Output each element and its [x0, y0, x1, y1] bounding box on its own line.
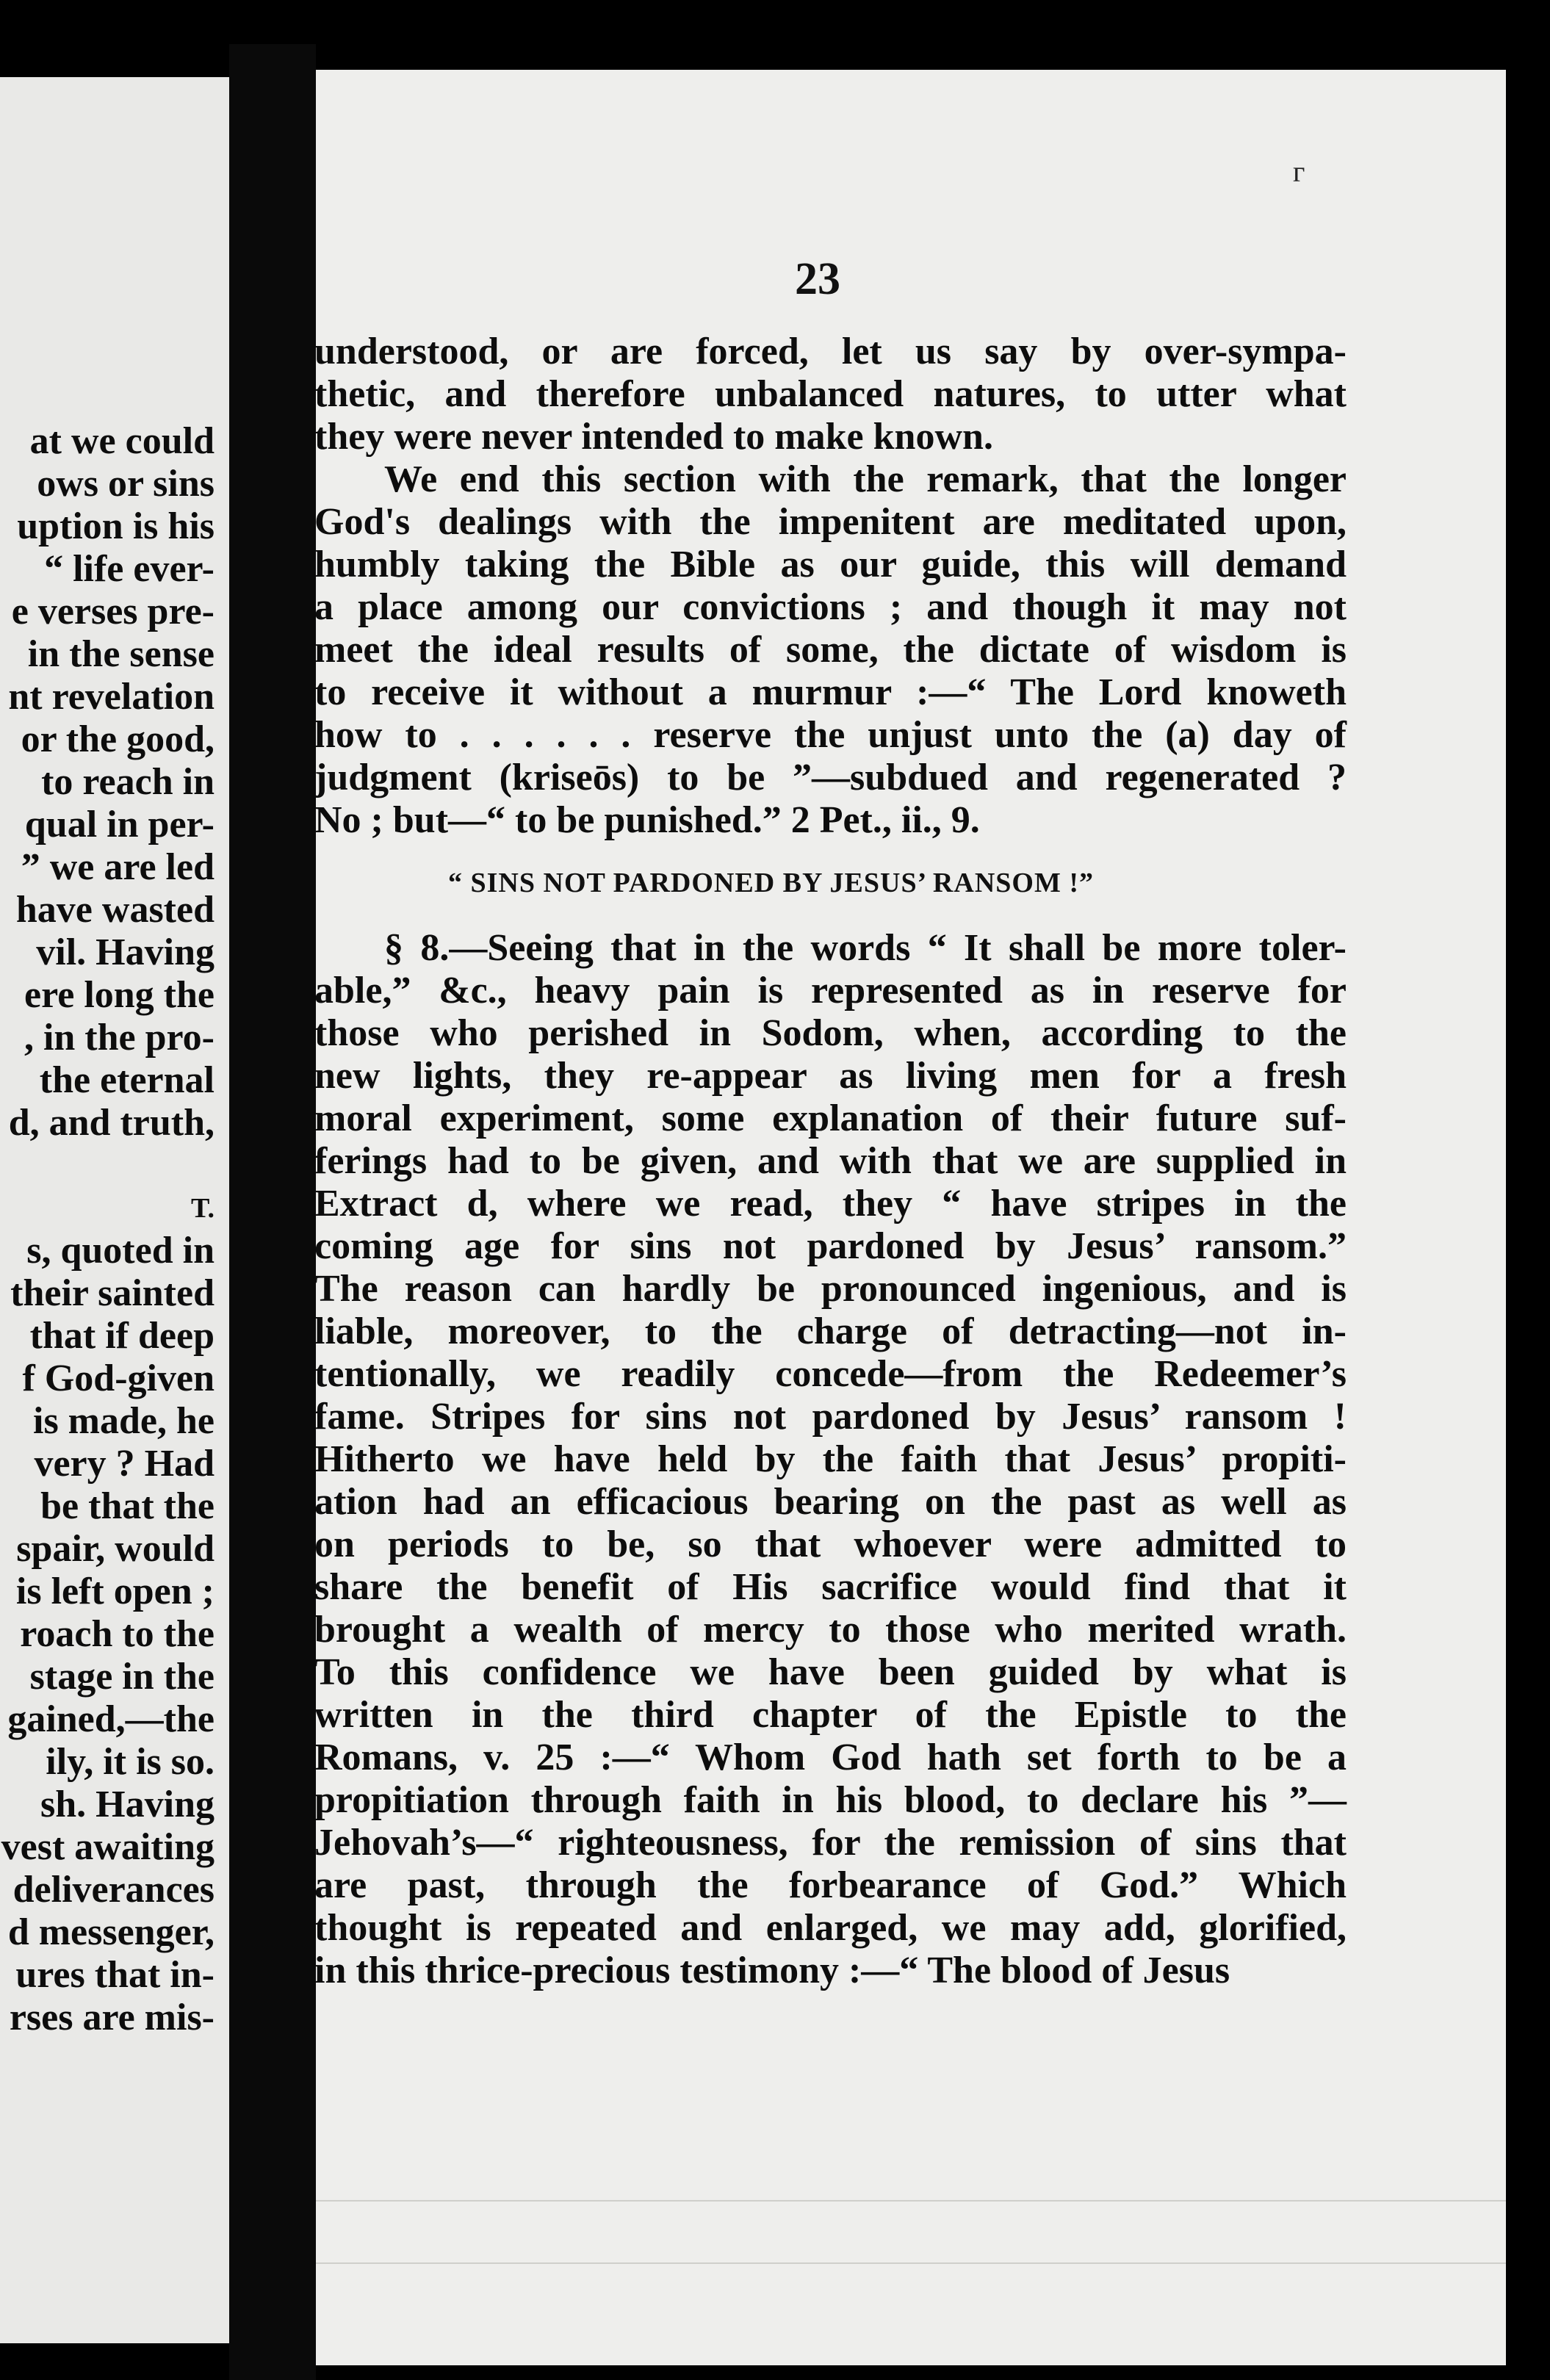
left-line: that if deep	[29, 1315, 215, 1357]
left-gap	[0, 1144, 215, 1187]
left-line: be that the	[40, 1485, 215, 1527]
text-line: a place among our convictions ; and though it may not	[314, 586, 1347, 628]
text-line: § 8.—Seeing that in the words “ It shall be more toler-	[384, 927, 1347, 969]
text-line: written in the third chapter of the Epistle to the	[314, 1694, 1347, 1736]
scan-line-artifact	[316, 2262, 1506, 2264]
main-text-block	[314, 331, 1347, 842]
left-line: “ life ever-	[44, 548, 215, 590]
text-line: how to . . . . . . reserve the unjust unto the (a) day of	[314, 714, 1347, 756]
text-line: propitiation through faith in his blood, to declare his ”—	[314, 1779, 1347, 1821]
text-line: humbly taking the Bible as our guide, this will demand	[314, 544, 1347, 585]
text-line: thetic, and therefore unbalanced natures, to utter what	[314, 373, 1347, 415]
text-line: Romans, v. 25 :—“ Whom God hath set forth to be a	[314, 1737, 1347, 1778]
text-line: ation had an efficacious bearing on the past as well as	[314, 1481, 1347, 1523]
text-line: they were never intended to make known.	[314, 416, 993, 458]
left-page	[0, 77, 229, 2343]
book-gutter	[229, 44, 316, 2380]
text-line: Hitherto we have held by the faith that Jesus’ propiti-	[314, 1438, 1347, 1480]
text-line: We end this section with the remark, that the longer	[384, 458, 1347, 500]
left-line: ” we are led	[21, 846, 215, 888]
left-line: is left open ;	[15, 1571, 215, 1612]
left-line: nt revelation	[8, 676, 215, 718]
left-line: , in the pro-	[24, 1017, 215, 1059]
text-line: No ; but—“ to be punished.” 2 Pet., ii., 9.	[314, 799, 980, 841]
text-line: new lights, they re-appear as living men for a fresh	[314, 1055, 1347, 1097]
left-line: d messenger,	[7, 1911, 215, 1953]
left-line: qual in per-	[24, 804, 215, 845]
text-line: ferings had to be given, and with that we are supplied in	[314, 1140, 1347, 1182]
text-line: God's dealings with the impenitent are meditated upon,	[314, 501, 1347, 543]
text-line: brought a wealth of mercy to those who merited wrath.	[314, 1609, 1347, 1651]
section-heading: “ SINS NOT PARDONED BY JESUS’ RANSOM !”	[448, 868, 1094, 898]
text-line: fame. Stripes for sins not pardoned by Jesus’ ransom !	[314, 1396, 1347, 1438]
left-line: sh. Having	[40, 1784, 215, 1825]
left-line: very ? Had	[34, 1443, 215, 1485]
left-line: gained,—the	[7, 1698, 215, 1740]
left-line: stage in the	[29, 1656, 215, 1698]
left-line: vil. Having	[36, 931, 215, 973]
corner-mark: ᴦ	[1293, 155, 1305, 188]
left-line: to reach in	[41, 761, 215, 803]
text-line: meet the ideal results of some, the dictate of wisdom is	[314, 629, 1347, 671]
text-line: able,” &c., heavy pain is represented as in reserve for	[314, 970, 1347, 1012]
left-line: ures that in-	[15, 1954, 215, 1996]
left-line: their sainted	[10, 1272, 215, 1314]
text-line: share the benefit of His sacrifice would find that it	[314, 1566, 1347, 1608]
section-text-block	[314, 927, 1347, 1992]
left-line: ily, it is so.	[46, 1741, 215, 1783]
left-line: spair, would	[16, 1528, 215, 1570]
text-line: are past, through the forbearance of God.” Which	[314, 1864, 1347, 1906]
text-line: Extract d, where we read, they “ have stripes in the	[314, 1183, 1347, 1225]
text-line: tentionally, we readily concede—from the Redeemer’s	[314, 1353, 1347, 1395]
page-number: 23	[795, 254, 840, 304]
left-line: the eternal	[39, 1059, 215, 1101]
text-line: moral experiment, some explanation of their future suf-	[314, 1097, 1347, 1139]
text-line: understood, or are forced, let us say by over-sympa-	[314, 331, 1347, 372]
text-line: coming age for sins not pardoned by Jesus’ ransom.”	[314, 1225, 1347, 1267]
left-line: d, and truth,	[8, 1102, 215, 1144]
left-line: or the good,	[21, 718, 215, 760]
left-line: roach to the	[20, 1613, 215, 1655]
left-line: is made, he	[33, 1400, 215, 1442]
left-line: f God-given	[22, 1357, 215, 1399]
text-line: To this confidence we have been guided by what is	[314, 1651, 1347, 1693]
left-section-mark: T.	[190, 1193, 215, 1224]
left-page-text	[0, 420, 215, 2039]
scan-line-artifact	[316, 2200, 1506, 2202]
left-line: deliverances	[12, 1869, 215, 1911]
left-line: ows or sins	[37, 463, 215, 505]
left-line: ere long the	[24, 974, 215, 1016]
left-line: at we could	[29, 420, 215, 462]
text-line: The reason can hardly be pronounced ingenious, and is	[314, 1268, 1347, 1310]
text-line: on periods to be, so that whoever were admitted to	[314, 1523, 1347, 1565]
left-line: e verses pre-	[11, 591, 215, 632]
left-line: in the sense	[27, 633, 215, 675]
text-line: those who perished in Sodom, when, according to the	[314, 1012, 1347, 1054]
text-line: in this thrice-precious testimony :—“ The blood of Jesus	[314, 1950, 1230, 1991]
text-line: thought is repeated and enlarged, we may add, glorified,	[314, 1907, 1347, 1949]
left-line: rses are mis-	[9, 1997, 215, 2038]
text-line: to receive it without a murmur :—“ The Lord knoweth	[314, 671, 1347, 713]
text-line: liable, moreover, to the charge of detracting—not in-	[314, 1310, 1347, 1352]
text-line: judgment (kriseōs) to be ”—subdued and regenerated ?	[314, 757, 1347, 798]
text-line: Jehovah’s—“ righteousness, for the remission of sins that	[314, 1822, 1347, 1864]
left-line: have wasted	[15, 889, 215, 931]
left-line: uption is his	[17, 505, 215, 547]
left-line: s, quoted in	[26, 1230, 215, 1272]
left-line: vest awaiting	[1, 1826, 215, 1868]
